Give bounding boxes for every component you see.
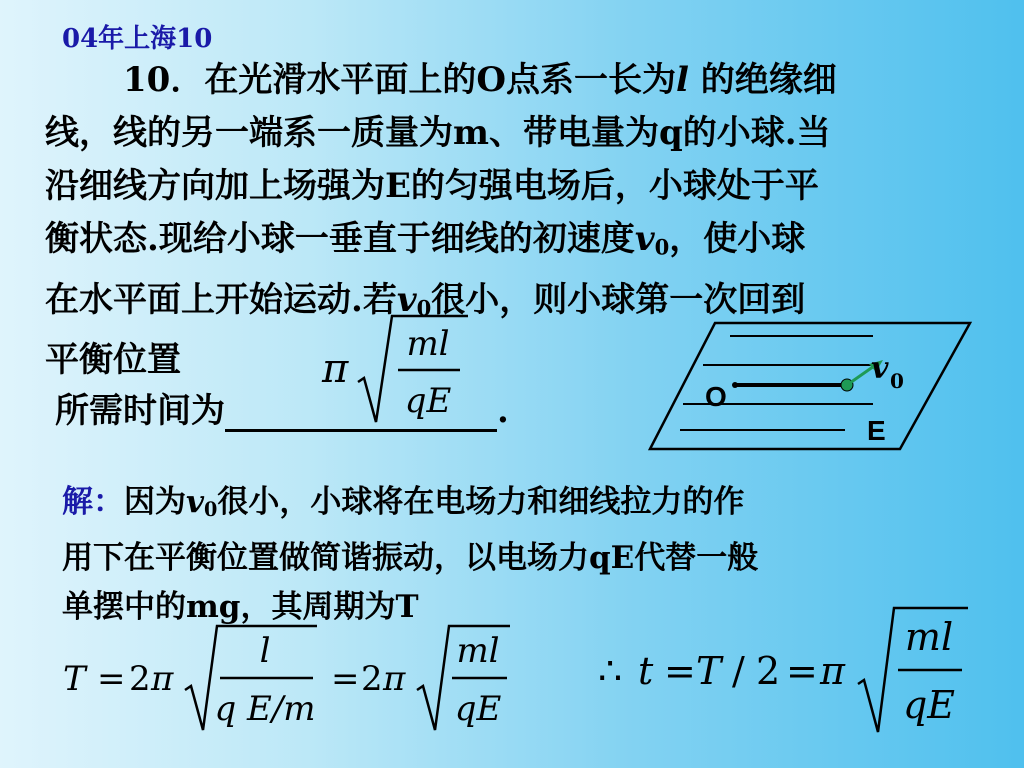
label-v-sub: 0	[890, 369, 904, 393]
answer-prefix: 所需时间为	[55, 391, 225, 431]
problem-line-4: 衡状态.现给小球一垂直于细线的初速度$v_0$，使小球	[45, 219, 806, 260]
var-qE: qE	[589, 540, 635, 577]
fraction-numerator: ml	[456, 631, 500, 671]
source-tag: 04年上海10	[62, 24, 213, 54]
solution-line-2: 用下在平衡位置做简谐振动，以电场力qE代替一般	[62, 540, 759, 577]
fraction-numerator: ml	[406, 324, 450, 364]
two: 2	[361, 659, 383, 699]
equals-sign: =	[786, 649, 818, 693]
answer-suffix: .	[497, 391, 509, 431]
equals-sign: =	[664, 649, 696, 693]
answer-blank	[225, 395, 497, 432]
problem-line-6: 平衡位置	[45, 340, 181, 381]
fraction-denominator: q E/m	[214, 689, 316, 729]
fraction-denominator: qE	[902, 683, 956, 727]
physics-diagram	[645, 318, 980, 460]
period-formula	[55, 618, 515, 740]
fraction-numerator: l	[259, 631, 271, 671]
problem-line-2: 线，线的另一端系一质量为m、带电量为q的小球.当	[45, 113, 831, 153]
var-q: q	[658, 113, 683, 153]
solution-line-3: 单摆中的mg，其周期为T	[62, 589, 419, 626]
two: 2	[129, 659, 151, 699]
formula-t: t	[638, 649, 654, 693]
var-v0: $v_0$	[634, 219, 670, 260]
var-v0: $v_0$	[396, 279, 432, 321]
solution-label: 解：	[62, 484, 124, 520]
label-E: E	[867, 415, 886, 446]
var-m: m	[453, 113, 489, 153]
answer-row	[55, 383, 509, 432]
var-mg: mg	[186, 589, 241, 626]
label-v: v	[871, 351, 889, 386]
label-O: O	[705, 381, 727, 412]
fraction-denominator: qE	[454, 689, 502, 729]
problem-line-1: 10．在光滑水平面上的O点系一长为l 的绝缘细	[123, 60, 837, 100]
pi-symbol: π	[151, 659, 174, 699]
therefore-symbol: ∴	[598, 649, 623, 693]
point-O	[732, 382, 738, 388]
var-l: l	[675, 60, 689, 100]
problem-number: 10．	[123, 60, 205, 100]
formula-T: T	[696, 649, 722, 693]
problem-line-3: 沿细线方向加上场强为E的匀强电场后，小球处于平	[45, 166, 819, 206]
time-formula	[596, 598, 976, 740]
problem-line-5: 在水平面上开始运动.若$v_0$很小，则小球第一次回到	[45, 279, 806, 321]
fraction-denominator: qE	[404, 381, 452, 421]
pi-symbol: π	[383, 659, 406, 699]
pi-symbol: π	[820, 649, 845, 693]
fraction-numerator: ml	[904, 615, 954, 659]
var-E: E	[385, 166, 411, 206]
equals-sign: =	[331, 659, 360, 699]
formula-T: T	[63, 659, 86, 699]
slash: /	[732, 649, 745, 693]
var-v0: $v_0$	[186, 484, 218, 522]
two: 2	[756, 649, 781, 693]
var-T: T	[395, 589, 419, 626]
solution-line-1: 解：因为$v_0$很小，小球将在电场力和细线拉力的作	[62, 484, 745, 522]
equals-sign: =	[97, 659, 126, 699]
pi-symbol: π	[322, 346, 349, 392]
